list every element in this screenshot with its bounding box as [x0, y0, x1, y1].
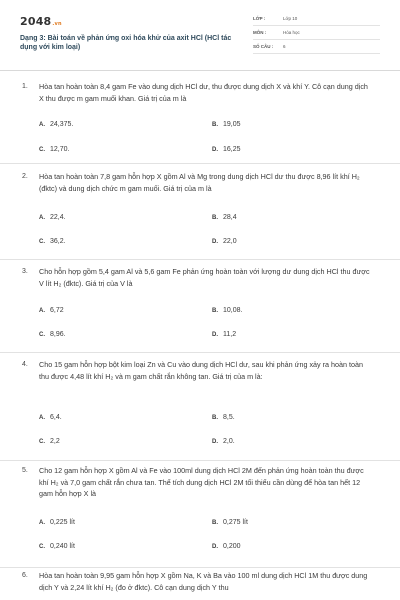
option-d[interactable]: [212, 543, 241, 550]
question-5: [0, 460, 400, 567]
logo-text: 2048: [20, 15, 52, 28]
option-text: 0,240 lít: [50, 543, 75, 550]
option-text: 6,4.: [50, 414, 62, 421]
option-text: 0,275 lít: [223, 519, 248, 526]
option-text: 10,08.: [223, 307, 243, 314]
question-number: 3.: [22, 268, 28, 275]
option-label: D.: [212, 239, 218, 245]
logo[interactable]: [20, 15, 62, 28]
option-text: 2,2: [50, 438, 60, 445]
option-text: 22,4.: [50, 214, 66, 221]
question-number: 2.: [22, 173, 28, 180]
option-text: 6,72: [50, 307, 64, 314]
option-b[interactable]: [212, 214, 237, 221]
option-d[interactable]: [212, 438, 235, 445]
question-divider: [0, 460, 400, 461]
page-title: Dạng 3: Bài toán về phản ứng oxi hóa khử của axit HCl (HCl tác dụng với kim loại): [20, 35, 232, 51]
option-label: B.: [212, 215, 218, 221]
option-text: 11,2: [223, 331, 237, 338]
page-header: [0, 0, 400, 70]
option-a[interactable]: [39, 121, 73, 128]
info-label: LỚP :: [253, 16, 266, 21]
option-label: C.: [39, 147, 45, 153]
question-3: [0, 259, 400, 352]
question-number: 6.: [22, 572, 28, 579]
info-value: 6: [283, 44, 286, 49]
question-text: Cho 15 gam hỗn hợp bột kim loại Zn và Cu vào dung dịch HCl dư, sau khi phản ứng xảy ra hoàn toàn thu được 4,48 lít khí H₂ và m gam chất rắn không tan. Giá trị của m là:: [39, 360, 363, 381]
question-divider: [0, 567, 400, 568]
info-value: Lớp 10: [283, 16, 298, 21]
info-label: SỐ CÂU :: [253, 44, 274, 49]
question-text: Cho 12 gam hỗn hợp X gồm Al và Fe vào 100ml dung dịch HCl 2M đến phản ứng hoàn toàn thu được khí H₂ và 7,0 gam chất rắn chưa tan. Thể tích dung dịch HCl 2M tối thiểu cần dùng để hòa tan hết 12 gam hỗn hợp X là: [39, 466, 364, 498]
option-text: 0,225 lít: [50, 519, 75, 526]
question-4: [0, 352, 400, 460]
question-divider: [0, 259, 400, 260]
option-label: C.: [39, 239, 45, 245]
question-text: Hòa tan hoàn toàn 8,4 gam Fe vào dung dịch HCl dư, thu được dung dịch X và khí Y. Cô cạn dung dịch X thu được m gam muối khan. Giá trị của m là: [39, 82, 368, 103]
option-text: 12,70.: [50, 146, 70, 153]
logo-suffix: .vn: [52, 21, 62, 27]
question-2: [0, 163, 400, 259]
option-b[interactable]: [212, 121, 241, 128]
option-label: A.: [39, 122, 45, 128]
option-d[interactable]: [212, 238, 237, 245]
option-label: A.: [39, 215, 45, 221]
option-text: 16,25: [223, 146, 241, 153]
option-c[interactable]: [39, 331, 66, 338]
question-number: 5.: [22, 467, 28, 474]
option-text: 28,4: [223, 214, 237, 221]
info-value: Hóa học: [283, 30, 300, 35]
question-text: Hòa tan hoàn toàn 7,8 gam hỗn hợp X gồm Al và Mg trong dung dịch HCl dư thu được 8,96 lít khí H₂ (đktc) và dung dịch chức m gam muối. Giá trị của m là: [39, 172, 360, 193]
option-label: A.: [39, 308, 45, 314]
question-number: 4.: [22, 361, 28, 368]
option-a[interactable]: [39, 519, 75, 526]
option-a[interactable]: [39, 414, 62, 421]
option-text: 19,05: [223, 121, 241, 128]
option-c[interactable]: [39, 438, 60, 445]
question-divider: [0, 352, 400, 353]
option-label: A.: [39, 415, 45, 421]
question-divider: [0, 163, 400, 164]
info-label: MÔN :: [253, 30, 267, 35]
option-a[interactable]: [39, 307, 64, 314]
option-a[interactable]: [39, 214, 66, 221]
option-label: D.: [212, 439, 218, 445]
option-label: B.: [212, 308, 218, 314]
question-text: Hòa tan hoàn toàn 9,95 gam hỗn hợp X gồm Na, K và Ba vào 100 ml dung dịch HCl 1M thu được dung dịch Y và 2,24 lít khí H₂ (đo ở đktc). Cô cạn dung dịch Y thu: [39, 571, 368, 592]
option-text: 36,2.: [50, 238, 66, 245]
option-label: D.: [212, 147, 218, 153]
option-d[interactable]: [212, 331, 236, 338]
question-1: [0, 71, 400, 163]
question-6: [0, 567, 400, 600]
option-b[interactable]: [212, 414, 235, 421]
question-number: 1.: [22, 83, 28, 90]
option-text: 8,96.: [50, 331, 66, 338]
option-c[interactable]: [39, 146, 69, 153]
option-c[interactable]: [39, 543, 75, 550]
option-b[interactable]: [212, 307, 242, 314]
option-label: D.: [212, 544, 218, 550]
info-row-count: [253, 42, 380, 54]
option-text: 22,0: [223, 238, 237, 245]
info-row-class: [253, 14, 380, 26]
option-label: A.: [39, 520, 45, 526]
option-text: 8,5.: [223, 414, 235, 421]
option-label: D.: [212, 332, 218, 338]
option-label: B.: [212, 520, 218, 526]
option-label: B.: [212, 122, 218, 128]
option-label: B.: [212, 415, 218, 421]
option-text: 24,375.: [50, 121, 74, 128]
option-d[interactable]: [212, 146, 241, 153]
option-b[interactable]: [212, 519, 248, 526]
option-c[interactable]: [39, 238, 66, 245]
option-label: C.: [39, 544, 45, 550]
info-row-subject: [253, 28, 380, 40]
option-text: 2,0.: [223, 438, 235, 445]
option-text: 0,200: [223, 543, 241, 550]
option-label: C.: [39, 439, 45, 445]
option-label: C.: [39, 332, 45, 338]
question-text: Cho hỗn hợp gồm 5,4 gam Al và 5,6 gam Fe phản ứng hoàn toàn với lượng dư dung dịch HCl thu được V lít H₂ (đktc). Giá trị của V là: [39, 267, 370, 288]
